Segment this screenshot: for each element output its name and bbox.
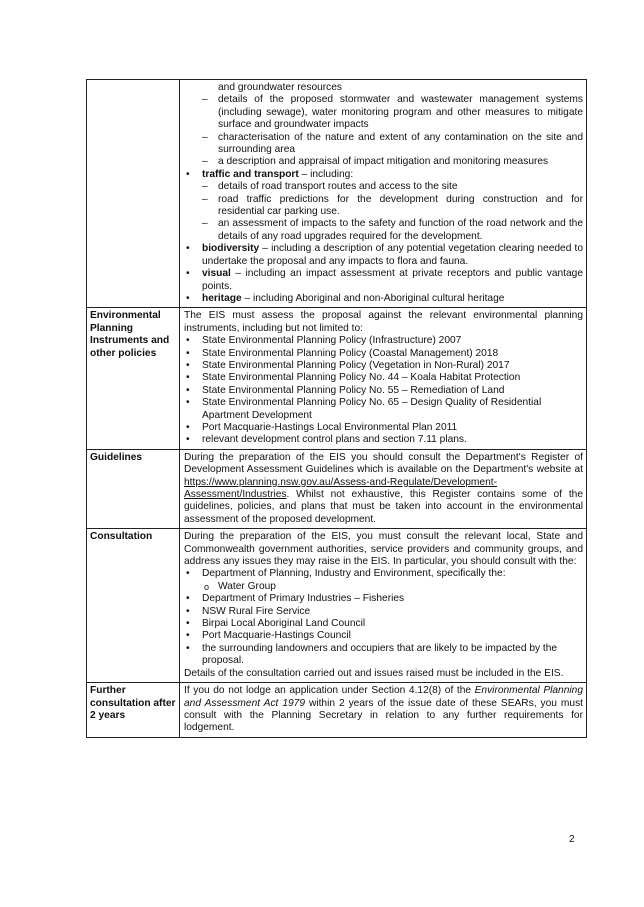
- guidelines-link[interactable]: https://www.planning.nsw.gov.au/Assess-and-Regulate/Development-Assessment/Industries: [184, 476, 497, 500]
- list-item: • Port Macquarie-Hastings Council: [184, 630, 583, 642]
- row-content: [180, 449, 587, 528]
- list-item: • Department of Primary Industries – Fisheries: [184, 593, 583, 605]
- impact-list-more: [184, 243, 583, 305]
- list-item-heritage: [184, 293, 583, 305]
- row-label-further: Further consultation after 2 years: [87, 683, 180, 738]
- biodiversity-lead: biodiversity: [202, 243, 260, 255]
- list-item: – details of road transport routes and access to the site: [184, 181, 583, 193]
- list-item: • the surrounding landowners and occupiers that are likely to be impacted by the proposal.: [184, 643, 583, 668]
- heritage-text: – including Aboriginal and non-Aboriginal cultural heritage: [241, 292, 505, 304]
- guidelines-text-after: . Whilst not exhaustive, this Register contains some of the guidelines, policies, and plans that must be taken into account in the environmental assessment of the proposed development.: [184, 489, 583, 525]
- table-row: [87, 449, 587, 528]
- consultation-closing: Details of the consultation carried out and issues raised must be included in the EIS.: [184, 667, 564, 679]
- list-item: – road traffic predictions for the development during construction and for residential car parking use.: [184, 194, 583, 219]
- water-sub-list: [184, 94, 583, 168]
- list-item: – characterisation of the nature and extent of any contamination on the site and surrounding area: [184, 132, 583, 157]
- guidelines-text-before: During the preparation of the EIS you should consult the Department's Register of Development Assessment Guidelines which is available on the Department's website at: [184, 451, 583, 476]
- row-label-planning: Environmental Planning Instruments and other policies: [87, 308, 180, 449]
- traffic-text: – including:: [298, 168, 354, 180]
- list-item: • NSW Rural Fire Service: [184, 606, 583, 618]
- traffic-sub-list: [184, 181, 583, 243]
- list-item-biodiversity: [184, 243, 583, 268]
- list-item: • Birpai Local Aboriginal Land Council: [184, 618, 583, 630]
- consultation-intro: During the preparation of the EIS, you must consult the relevant local, State and Commonwealth government authorities, service providers and community groups, and address any issues they may raise in the EIS. In particular, you should consult with the:: [184, 531, 583, 568]
- table-row: [87, 80, 587, 308]
- row-content: [180, 308, 587, 449]
- act-title: Environmental Planning and Assessment Act 1979: [184, 685, 583, 709]
- traffic-lead: traffic and transport: [202, 168, 299, 180]
- row-content: [180, 80, 587, 308]
- page-number: 2: [569, 834, 575, 845]
- further-text-after: within 2 years of the issue date of these SEARs, you must consult with the Planning Secretary in relation to any further requirements for lodgement.: [184, 697, 583, 734]
- table-row: [87, 308, 587, 449]
- row-label-empty: [87, 80, 180, 308]
- list-item: • State Environmental Planning Policy (Vegetation in Non-Rural) 2017: [184, 360, 583, 372]
- biodiversity-text: – including a description of any potential vegetation clearing needed to undertake the proposal and any impacts to flora and fauna.: [202, 243, 583, 267]
- impact-list: [184, 169, 583, 181]
- visual-text: – including an impact assessment at private receptors and public vantage points.: [202, 268, 583, 292]
- list-item: • State Environmental Planning Policy No. 55 – Remediation of Land: [184, 385, 583, 397]
- consultation-list-more: [184, 593, 583, 667]
- list-item: – a description and appraisal of impact mitigation and monitoring measures: [184, 156, 583, 168]
- table-row: [87, 683, 587, 738]
- list-item: o Water Group: [184, 581, 583, 593]
- list-item: – details of the proposed stormwater and wastewater management systems (including sewage), water monitoring program and other measures to mitigate surface and groundwater impacts: [184, 94, 583, 131]
- continuation-text: and groundwater resources: [218, 82, 343, 93]
- heritage-lead: heritage: [202, 292, 242, 304]
- row-content: [180, 683, 587, 738]
- list-item: • State Environmental Planning Policy (Coastal Management) 2018: [184, 348, 583, 360]
- planning-list: [184, 335, 583, 447]
- row-label-consultation: Consultation: [87, 529, 180, 683]
- list-item: • State Environmental Planning Policy (Infrastructure) 2007: [184, 335, 583, 347]
- consultation-list: [184, 568, 583, 580]
- list-item: • relevant development control plans and section 7.11 plans.: [184, 434, 583, 446]
- list-item-visual: [184, 268, 583, 293]
- list-item: • Port Macquarie-Hastings Local Environmental Plan 2011: [184, 422, 583, 434]
- list-item: • Department of Planning, Industry and Environment, specifically the:: [184, 568, 583, 580]
- requirements-table: [86, 79, 587, 738]
- list-item: • State Environmental Planning Policy No. 44 – Koala Habitat Protection: [184, 372, 583, 384]
- row-content: [180, 529, 587, 683]
- row-label-guidelines: Guidelines: [87, 449, 180, 528]
- consultation-sub-list: [184, 581, 583, 593]
- list-item: • State Environmental Planning Policy No. 65 – Design Quality of Residential Apartment Development: [184, 397, 583, 422]
- visual-lead: visual: [202, 268, 231, 280]
- list-item-traffic: [184, 169, 583, 181]
- list-item: – an assessment of impacts to the safety and function of the road network and the details of any road upgrades required for the development.: [184, 218, 583, 243]
- table-row: [87, 529, 587, 683]
- planning-intro: The EIS must assess the proposal against the relevant environmental planning instruments, including but not limited to:: [184, 310, 583, 334]
- further-text-before: If you do not lodge an application under Section 4.12(8) of the: [184, 685, 475, 697]
